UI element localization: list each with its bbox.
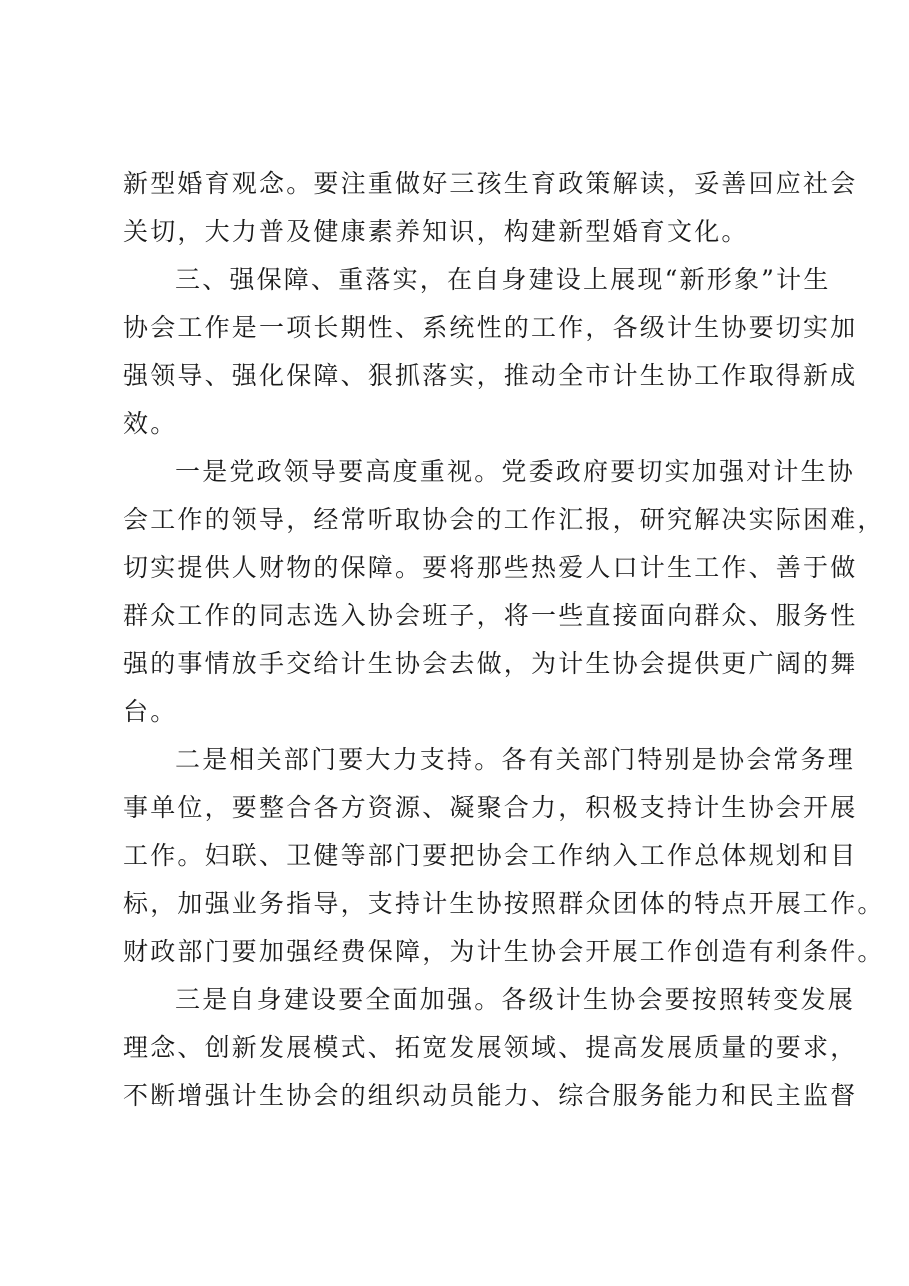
document-body	[123, 160, 885, 1120]
text-line: 标，加强业务指导，支持计生协按照群众团体的特点开展工作。	[123, 889, 885, 918]
text-line: 强的事情放手交给计生协会去做，为计生协会提供更广阔的舞	[123, 649, 858, 678]
text-line: 强领导、强化保障、狠抓落实，推动全市计生协工作取得新成	[123, 361, 858, 390]
text-line: 群众工作的同志选入协会班子，将一些直接面向群众、服务性	[123, 601, 858, 630]
text-line: 一是党政领导要高度重视。党委政府要切实加强对计生协	[175, 457, 856, 486]
paragraph-5	[123, 976, 858, 1120]
text-line: 三是自身建设要全面加强。各级计生协会要按照转变发展	[175, 985, 856, 1014]
text-line: 财政部门要加强经费保障，为计生协会开展工作创造有利条件。	[123, 937, 885, 966]
text-line: 新型婚育观念。要注重做好三孩生育政策解读，妥善回应社会	[123, 169, 858, 198]
text-line: 三、强保障、重落实，在自身建设上展现“新形象”计生	[175, 265, 831, 294]
text-line: 台。	[123, 697, 178, 726]
paragraph-2	[123, 256, 858, 448]
text-line: 切实提供人财物的保障。要将那些热爱人口计生工作、善于做	[123, 553, 858, 582]
text-line: 理念、创新发展模式、拓宽发展领域、提高发展质量的要求，	[123, 1033, 858, 1062]
text-line: 二是相关部门要大力支持。各有关部门特别是协会常务理	[175, 745, 856, 774]
text-line: 协会工作是一项长期性、系统性的工作，各级计生协要切实加	[123, 313, 858, 342]
paragraph-4	[123, 736, 885, 976]
text-line: 效。	[123, 409, 178, 438]
text-line: 事单位，要整合各方资源、凝聚合力，积极支持计生协会开展	[123, 793, 858, 822]
text-line: 会工作的领导，经常听取协会的工作汇报，研究解决实际困难，	[123, 505, 885, 534]
paragraph-3	[123, 448, 885, 736]
text-line: 工作。妇联、卫健等部门要把协会工作纳入工作总体规划和目	[123, 841, 858, 870]
paragraph-1	[123, 160, 858, 256]
text-line: 关切，大力普及健康素养知识，构建新型婚育文化。	[123, 217, 749, 246]
text-line: 不断增强计生协会的组织动员能力、综合服务能力和民主监督	[123, 1081, 858, 1110]
